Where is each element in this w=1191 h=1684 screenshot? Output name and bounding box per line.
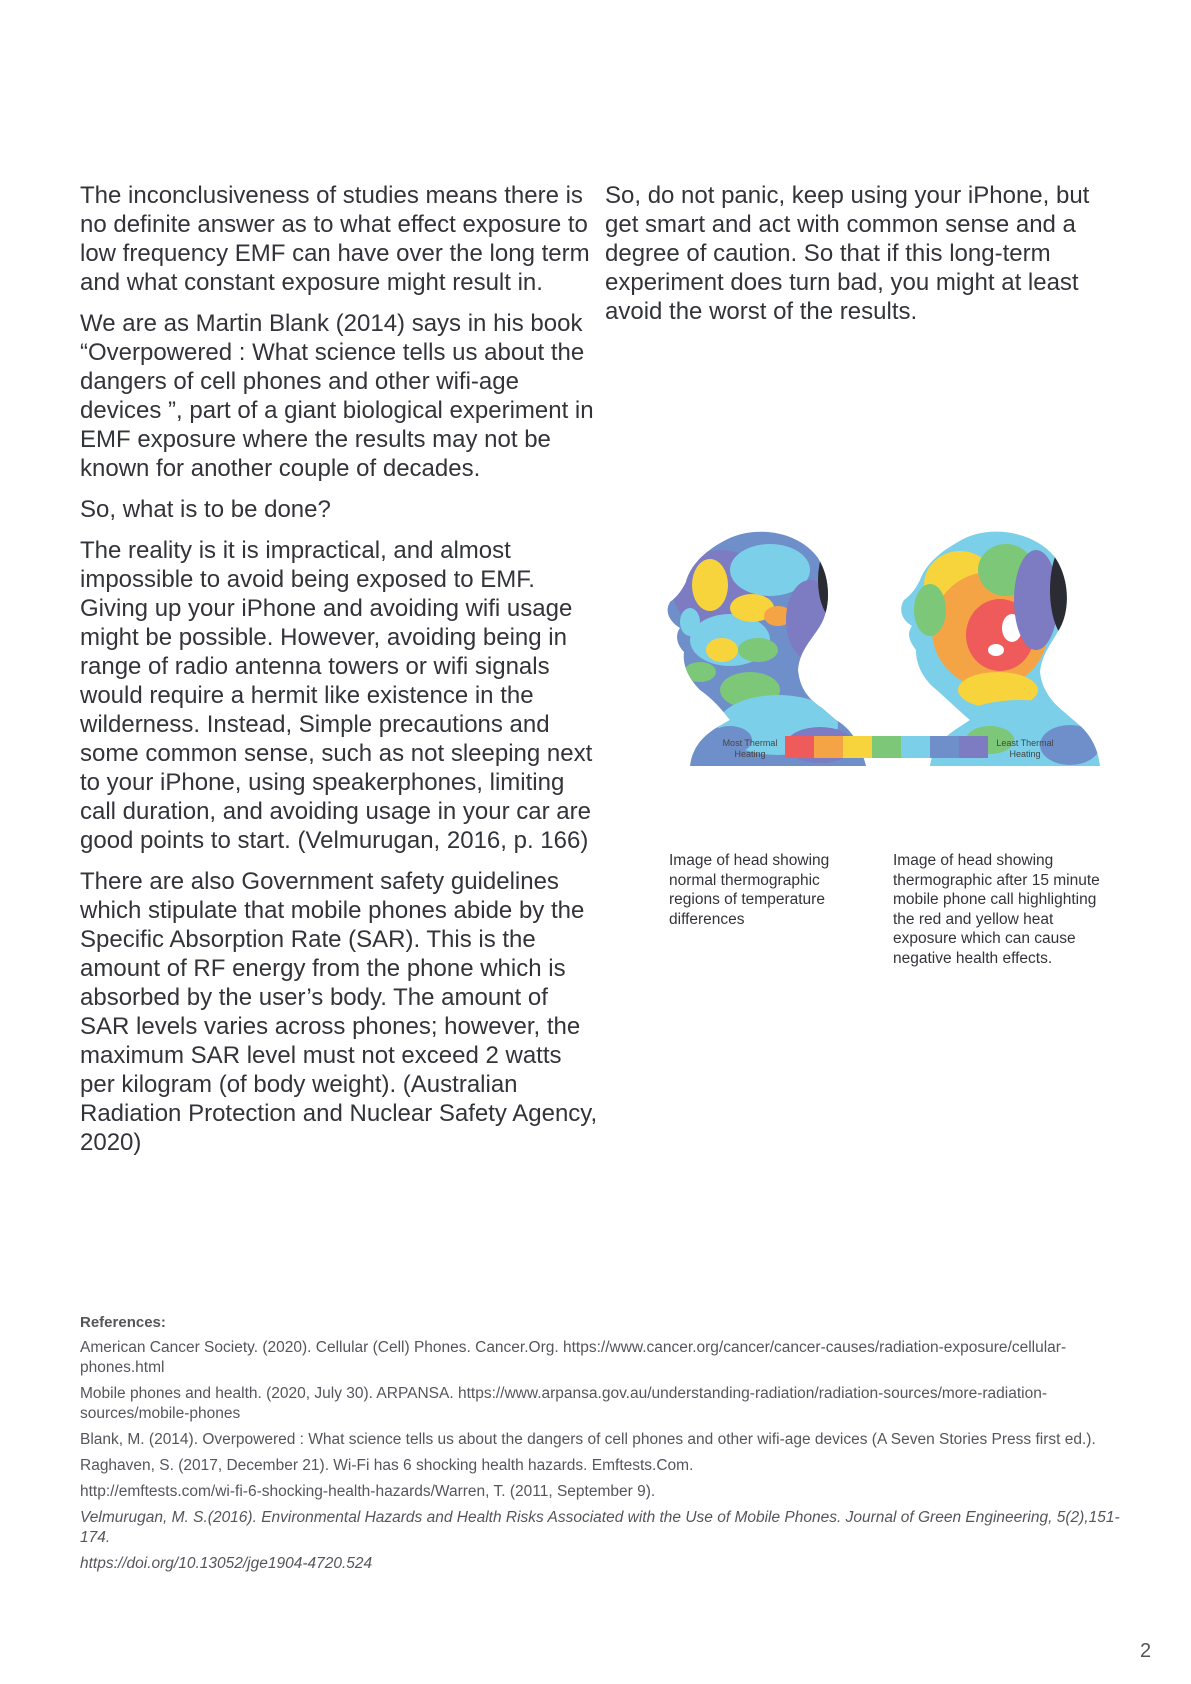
right-column	[605, 181, 1115, 338]
reference-item: Raghaven, S. (2017, December 21). Wi-Fi has 6 shocking health hazards. Emftests.Com.	[80, 1457, 694, 1474]
reference-item: American Cancer Society. (2020). Cellular (Cell) Phones. Cancer.Org. https://www.cancer.org/cancer/cancer-causes/radiation-exposure/cellular-phones.html	[80, 1339, 1067, 1376]
paragraph: The reality is it is impractical, and almost impossible to avoid being exposed to EMF. Giving up your iPhone and avoiding wifi usage might be possible. However, avoiding being in range of radio antenna towers or wifi signals would require a hermit like existence in the wilderness. Instead, Simple precautions and some common sense, such as not sleeping next to your iPhone, using speakerphones, limiting call duration, and avoiding usage in your car are good points to start. (Velmurugan, 2016, p. 166)	[80, 537, 593, 854]
paragraph: The inconclusiveness of studies means there is no definite answer as to what effect exposure to low frequency EMF can have over the long term and what constant exposure might result in.	[80, 182, 590, 296]
page-number: 2	[1140, 1640, 1152, 1662]
paragraph: We are as Martin Blank (2014) says in his book “Overpowered : What science tells us about the dangers of cell phones and other wifi-age devices ”, part of a giant biological experiment in EMF exposure where the results may not be known for another couple of decades.	[80, 310, 594, 482]
reference-item: Mobile phones and health. (2020, July 30). ARPANSA. https://www.arpansa.gov.au/understanding-radiation/radiation-sources/more-radiation-sources/mobile-phones	[80, 1385, 1047, 1422]
paragraph: So, what is to be done?	[80, 496, 331, 523]
references-title: References:	[80, 1314, 166, 1331]
references-section	[80, 1314, 1120, 1580]
left-column	[80, 181, 600, 1169]
reference-item: Blank, M. (2014). Overpowered : What science tells us about the dangers of cell phones and other wifi-age devices (A Seven Stories Press first ed.).	[80, 1431, 1096, 1448]
legend-least-thermal-label: Least Thermal Heating	[996, 738, 1054, 759]
thermographic-heads-image	[660, 530, 1120, 770]
caption-left: Image of head showing normal thermographic regions of temperature differences	[669, 852, 830, 928]
thermographic-figure	[660, 530, 1120, 860]
reference-item: http://emftests.com/wi-fi-6-shocking-health-hazards/Warren, T. (2011, September 9).	[80, 1483, 656, 1500]
reference-item: https://doi.org/10.13052/jge1904-4720.524	[80, 1555, 373, 1572]
legend-color-bar	[785, 736, 988, 758]
paragraph: So, do not panic, keep using your iPhone, but get smart and act with common sense and a degree of caution. So that if this long-term experiment does turn bad, you might at least avoid the worst of the results.	[605, 182, 1090, 325]
caption-right: Image of head showing thermographic after 15 minute mobile phone call highlighting the red and yellow heat exposure which can cause negative health effects.	[893, 852, 1100, 967]
paragraph: There are also Government safety guidelines which stipulate that mobile phones abide by the Specific Absorption Rate (SAR). This is the amount of RF energy from the phone which is absorbed by the user’s body. The amount of SAR levels varies across phones; however, the maximum SAR level must not exceed 2 watts per kilogram (of body weight). (Australian Radiation Protection and Nuclear Safety Agency, 2020)	[80, 868, 598, 1156]
reference-item: Velmurugan, M. S.(2016). Environmental Hazards and Health Risks Associated with the Use of Mobile Phones. Journal of Green Engineering, 5(2),151-174.	[80, 1509, 1120, 1546]
legend-most-thermal-label: Most Thermal Heating	[722, 738, 778, 759]
